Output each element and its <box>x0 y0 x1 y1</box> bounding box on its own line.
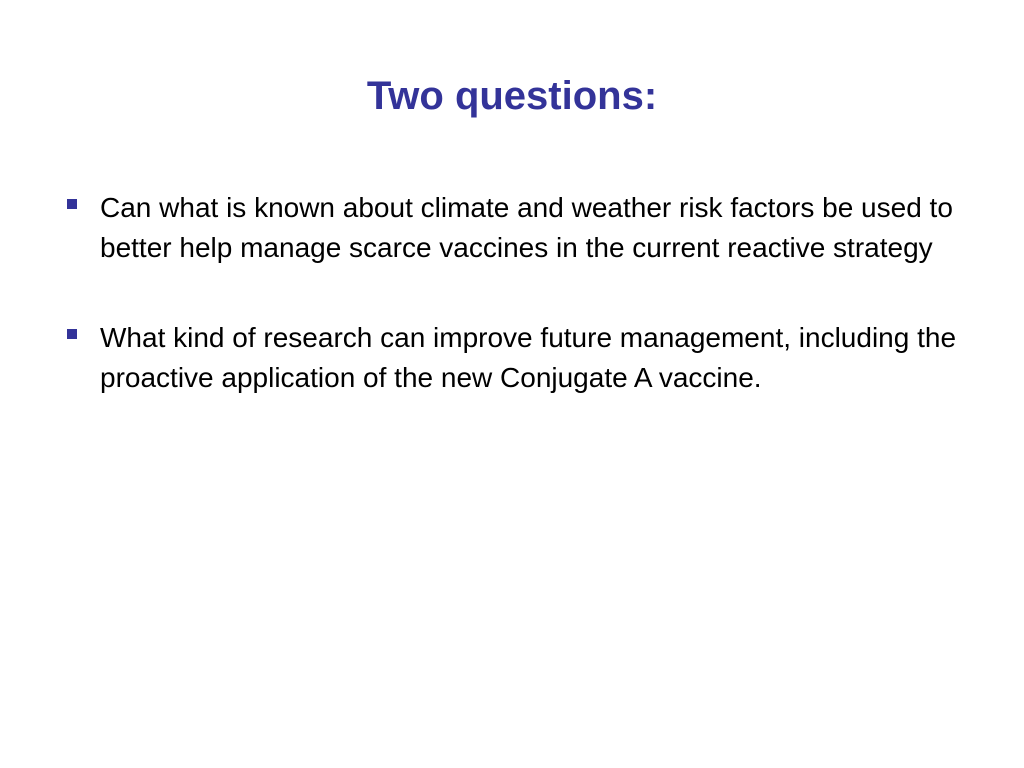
slide-title: Two questions: <box>366 74 658 118</box>
bullet-text: Can what is known about climate and weather risk factors be used to better help manage scarce vaccines in the current reactive strategy <box>100 192 953 263</box>
bullet-text: What kind of research can improve future management, including the proactive application of the new Conjugate A vaccine. <box>100 322 957 393</box>
bullet-list <box>62 188 962 448</box>
bullet-item <box>62 318 962 398</box>
bullet-item <box>62 188 962 268</box>
square-bullet-icon <box>67 199 77 209</box>
square-bullet-icon <box>67 329 77 339</box>
